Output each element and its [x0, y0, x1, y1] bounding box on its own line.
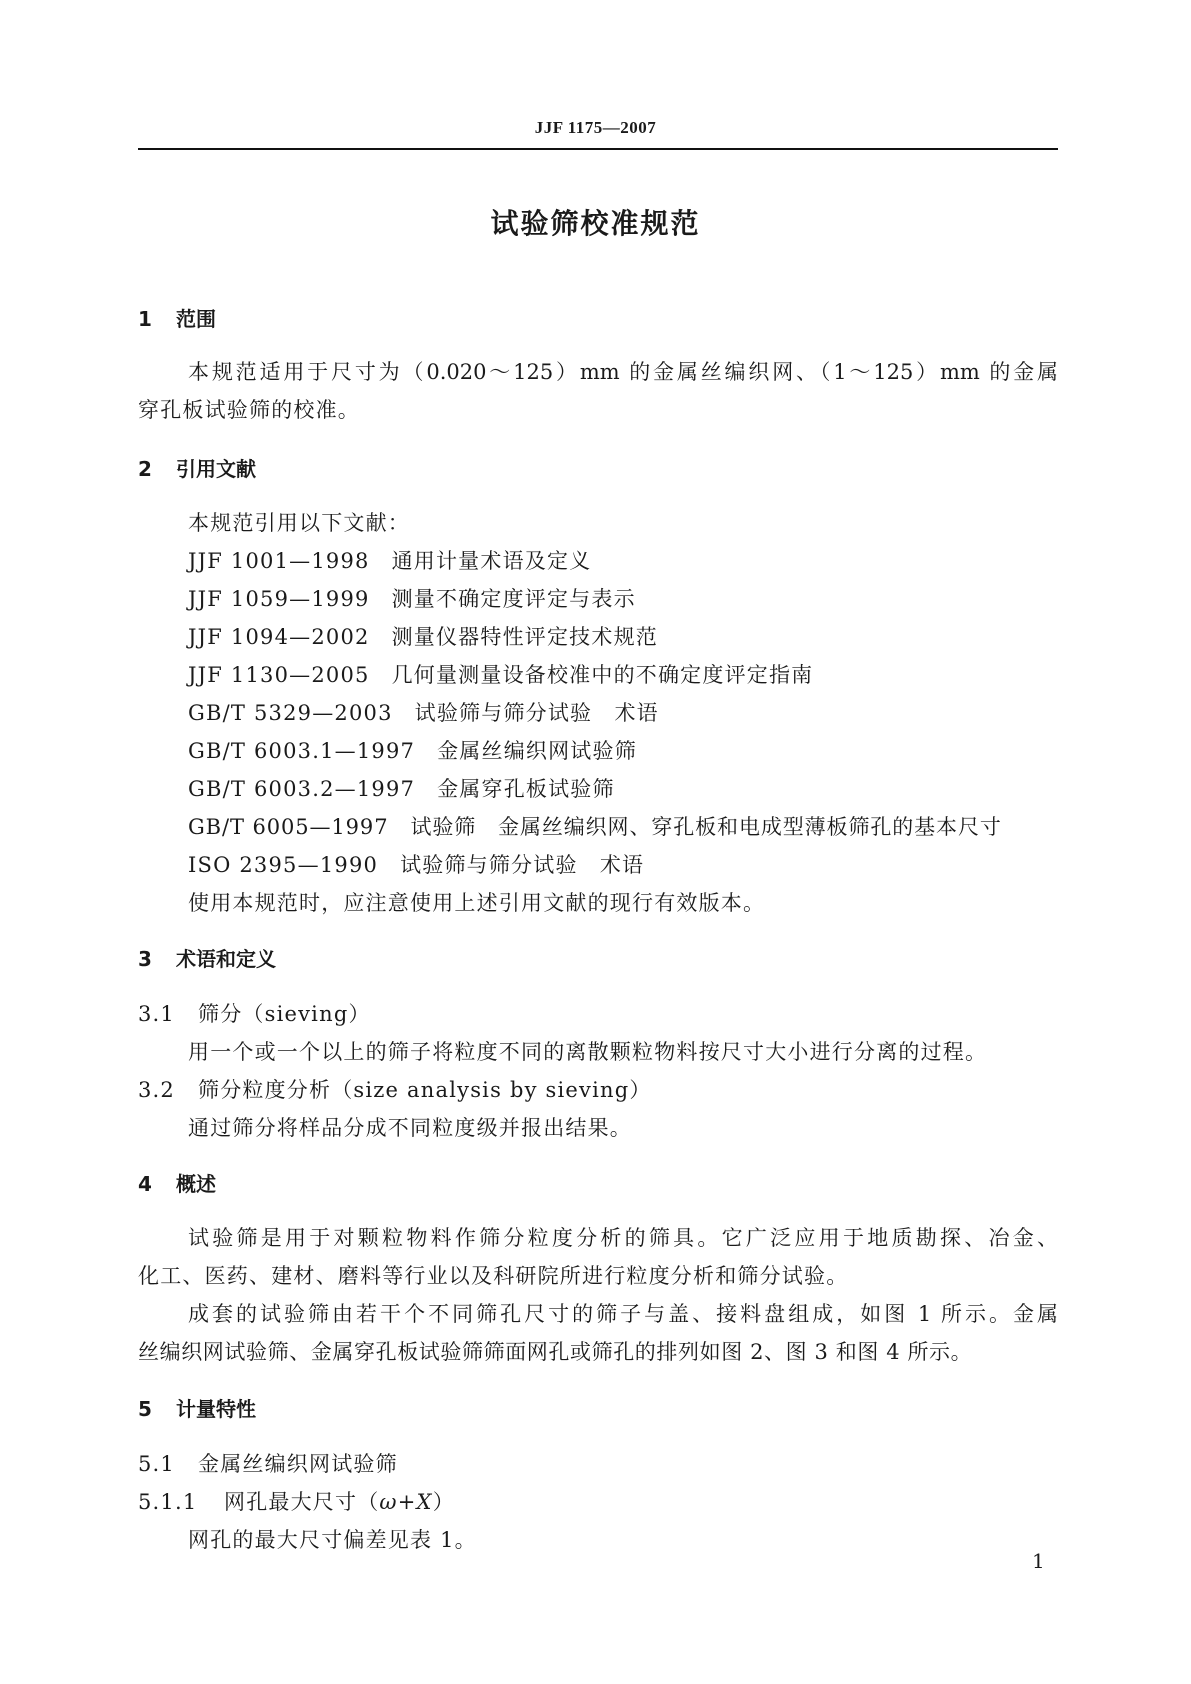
reference-item — [188, 697, 659, 727]
reference-item — [188, 583, 636, 613]
section-2-heading — [138, 453, 256, 482]
section-title: 计量特性 — [176, 1397, 256, 1421]
section-4-paragraph-1-line-1: 试验筛是用于对颗粒物料作筛分粒度分析的筛具。它广泛应用于地质勘探、冶金、 — [188, 1226, 1058, 1250]
section-4-paragraph-2-line-1: 成套的试验筛由若干个不同筛孔尺寸的筛子与盖、接料盘组成，如图 1 所示。金属 — [188, 1302, 1058, 1326]
section-number: 3 — [138, 947, 152, 971]
formula: ω+X — [379, 1490, 433, 1514]
section-number: 5 — [138, 1397, 152, 1421]
section-number: 2 — [138, 457, 152, 481]
reference-code: JJF 1001—1998 — [188, 549, 370, 573]
standard-code-header: JJF 1175—2007 — [534, 118, 657, 137]
section-number: 4 — [138, 1172, 152, 1196]
reference-item — [188, 621, 658, 651]
term-3-2-definition: 通过筛分将样品分成不同粒度级并报出结果。 — [188, 1116, 632, 1140]
subsection-title: 金属丝编织网试验筛 — [198, 1452, 398, 1476]
subsection-title: 网孔最大尺寸（ — [224, 1490, 380, 1514]
references-intro: 本规范引用以下文献： — [188, 511, 410, 535]
reference-item — [188, 811, 1002, 841]
section-4-heading — [138, 1168, 216, 1197]
term-number: 3.2 — [138, 1078, 175, 1102]
section-1-paragraph-line-1: 本规范适用于尺寸为（0.020～125）mm 的金属丝编织网、（1～125）mm 的金属 — [188, 360, 1058, 384]
section-5-heading — [138, 1393, 256, 1422]
subsection-5-1-1 — [138, 1486, 455, 1516]
section-title: 术语和定义 — [176, 947, 276, 971]
reference-title: 测量不确定度评定与表示 — [391, 587, 636, 611]
section-title: 概述 — [176, 1172, 216, 1196]
reference-code: GB/T 6005—1997 — [188, 815, 389, 839]
reference-item — [188, 659, 813, 689]
reference-item — [188, 849, 644, 879]
reference-title: 试验筛与筛分试验 术语 — [400, 853, 645, 877]
reference-title: 试验筛与筛分试验 术语 — [414, 701, 659, 725]
reference-code: JJF 1094—2002 — [188, 625, 370, 649]
term-name: 筛分粒度分析（size analysis by sieving） — [198, 1078, 652, 1102]
term-3-2 — [138, 1074, 652, 1104]
reference-code: GB/T 5329—2003 — [188, 701, 393, 725]
section-4-paragraph-1-line-2: 化工、医药、建材、磨料等行业以及科研院所进行粒度分析和筛分试验。 — [138, 1264, 849, 1288]
subsection-number: 5.1.1 — [138, 1490, 198, 1514]
header-rule — [138, 148, 1058, 150]
page-number: 1 — [1032, 1549, 1045, 1573]
section-title: 范围 — [176, 307, 216, 331]
reference-title: 金属丝编织网试验筛 — [437, 739, 637, 763]
reference-title: 几何量测量设备校准中的不确定度评定指南 — [391, 663, 814, 687]
reference-item — [188, 545, 591, 575]
section-1-heading — [138, 303, 216, 332]
references-note: 使用本规范时，应注意使用上述引用文献的现行有效版本。 — [188, 891, 766, 915]
section-3-heading — [138, 943, 276, 972]
reference-title: 通用计量术语及定义 — [391, 549, 592, 573]
reference-item — [188, 773, 615, 803]
reference-code: GB/T 6003.1—1997 — [188, 739, 416, 763]
reference-title: 试验筛 金属丝编织网、穿孔板和电成型薄板筛孔的基本尺寸 — [410, 815, 1002, 839]
subsection-5-1 — [138, 1448, 398, 1478]
reference-code: JJF 1130—2005 — [188, 663, 370, 687]
section-4-paragraph-2-line-2: 丝编织网试验筛、金属穿孔板试验筛筛面网孔或筛孔的排列如图 2、图 3 和图 4 所示。 — [138, 1340, 973, 1364]
subsection-title-close: ） — [432, 1490, 455, 1514]
reference-title: 金属穿孔板试验筛 — [437, 777, 615, 801]
reference-item — [188, 735, 637, 765]
term-3-1 — [138, 998, 371, 1028]
subsection-number: 5.1 — [138, 1452, 175, 1476]
term-3-1-definition: 用一个或一个以上的筛子将粒度不同的离散颗粒物料按尺寸大小进行分离的过程。 — [188, 1040, 988, 1064]
term-name: 筛分（sieving） — [198, 1002, 371, 1026]
term-number: 3.1 — [138, 1002, 175, 1026]
section-number: 1 — [138, 307, 152, 331]
reference-code: ISO 2395—1990 — [188, 853, 379, 877]
section-title: 引用文献 — [176, 457, 256, 481]
reference-code: JJF 1059—1999 — [188, 587, 370, 611]
page-title: 试验筛校准规范 — [490, 207, 701, 240]
section-1-paragraph-line-2: 穿孔板试验筛的校准。 — [138, 398, 360, 422]
reference-code: GB/T 6003.2—1997 — [188, 777, 416, 801]
reference-title: 测量仪器特性评定技术规范 — [391, 625, 658, 649]
subsection-5-1-1-body: 网孔的最大尺寸偏差见表 1。 — [188, 1528, 477, 1552]
